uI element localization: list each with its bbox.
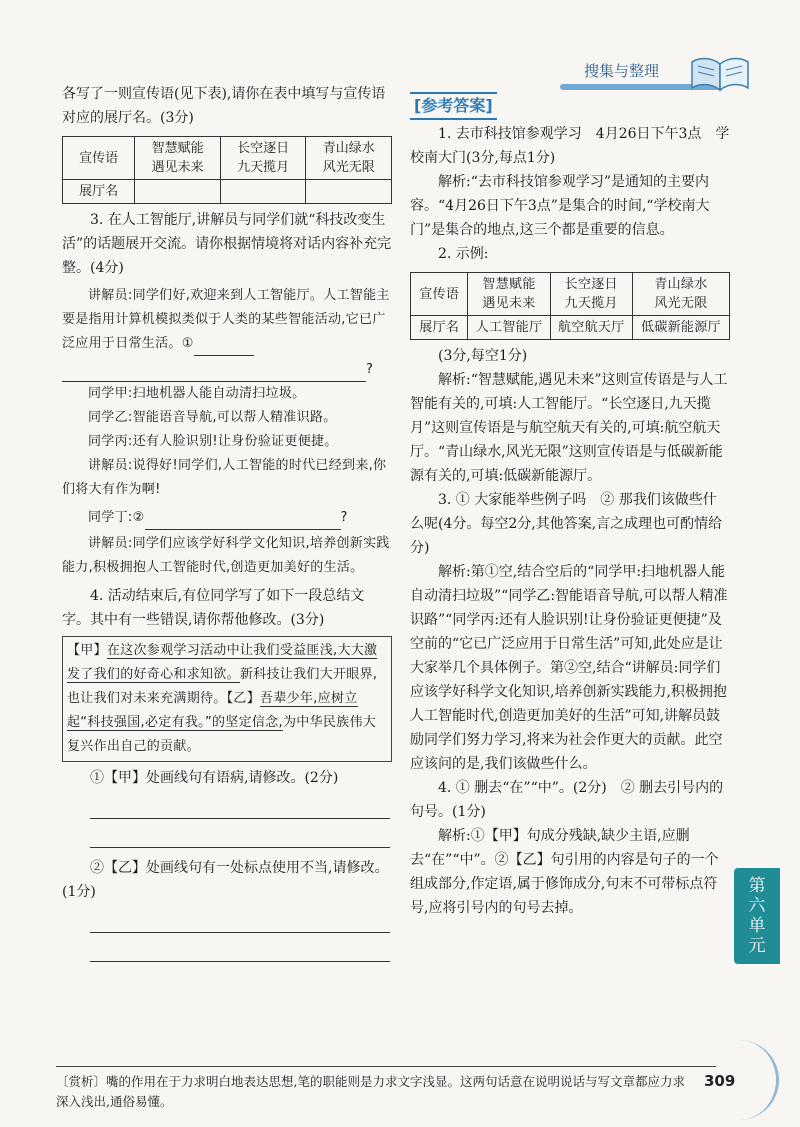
table-row-label: 展厅名: [411, 316, 468, 340]
underlined-sentence-yi: 吾辈少年,应树立起“科技强国,必定有我。”的坚定信念,: [67, 691, 358, 730]
q4-prompt: 4. 活动结束后,有位同学写了如下一段总结文字。其中有一些错误,请你帮他修改。(3分): [62, 588, 365, 628]
mark-yi: 【乙】: [226, 691, 261, 706]
answers-title: [参考答案]: [410, 92, 497, 120]
dialog-guide-2: 讲解员:说得好!同学们,人工智能的时代已经到来,你们将大有作为啊!: [62, 458, 387, 497]
answer-3-explanation: 解析:第①空,结合空后的“同学甲:扫地机器人能自动清扫垃圾”“同学乙:智能语音导航,可以帮人精准识路”“同学丙:还有人脸识别!让身份验证更便捷”及空前的“它已广泛应用于日常生活”可知,此处应是让大家举几个具体例子。第②空,结合“讲解员:同学们应该学好科学文化知识,培养创新实践能力,积极拥抱人工智能时代,创造更加美好的生活”可知,讲解员鼓励同学们努力学习,将来为社会作更大的贡献。此空应该问的是,我们该做些什么。: [410, 564, 728, 772]
slogan-table: [62, 136, 392, 204]
slogan-cell: 青山绿水 风光无限: [632, 273, 729, 316]
summary-passage: 【甲】在这次参观学习活动中让我们受益匪浅,大大激发了我们的好奇心和求知欲。新科技让我们大开眼界,也让我们对未来充满期待。【乙】吾辈少年,应树立起“科技强国,必定有我。”的坚定信念,为中华民族伟大复兴作出自己的贡献。: [62, 636, 392, 762]
footer-label: 〔赏析〕: [56, 1074, 107, 1089]
underlined-sentence-jia: 在这次参观学习活动中让我们受益匪浅,大大激发了我们的好奇心和求知欲。: [67, 643, 378, 682]
hall-cell: 低碳新能源厅: [632, 316, 729, 340]
dialog-student-d: 同学丁:② ?: [62, 506, 392, 530]
slogan-cell: 长空逐日 九天揽月: [220, 137, 306, 180]
answer-1: 1. 去市科技馆参观学习 4月26日下午3点 学校南大门(3分,每点1分): [410, 126, 730, 166]
answer-2: 2. 示例:: [438, 246, 489, 262]
page-number: 309: [704, 1072, 736, 1090]
open-book-icon: [688, 54, 752, 94]
q3-prompt: 3. 在人工智能厅,讲解员与同学们就“科技改变生活”的话题展开交流。请你根据情境将对话内容补充完整。(4分): [62, 212, 392, 276]
footer-note: [56, 1072, 696, 1112]
dialog-student-a: 同学甲:扫地机器人能自动清扫垃圾。: [88, 386, 306, 401]
answer-line[interactable]: [90, 933, 390, 962]
question-column: [62, 82, 392, 962]
slogan-cell: 智慧赋能 遇见未来: [468, 273, 550, 316]
dialog-guide-3: 讲解员:同学们应该学好科学文化知识,培养创新实践能力,积极拥抱人工智能时代,创造更加美好的生活。: [62, 536, 390, 575]
answer-2-explanation: 解析:“智慧赋能,遇见未来”这则宣传语是与人工智能有关的,可填:人工智能厅。“长空逐日,九天揽月”这则宣传语是与航空航天有关的,可填:航空航天厅。“青山绿水,风光无限”这则宣传语是与低碳新能源有关的,可填:低碳新能源厅。: [410, 372, 728, 484]
answer-cell[interactable]: [220, 180, 306, 204]
hall-cell: 航空航天厅: [550, 316, 632, 340]
dialog-student-b: 同学乙:智能语音导航,可以帮人精准识路。: [88, 410, 337, 425]
sub-question-2: ②【乙】处画线句有一处标点使用不当,请修改。(1分): [62, 860, 389, 900]
blank-1-line[interactable]: ?: [62, 358, 392, 382]
dialog-guide-1: 讲解员:同学们好,欢迎来到人工智能厅。人工智能主要是指用计算机模拟类似于人类的某些智能活动,它已广泛应用于日常生活。①: [62, 284, 392, 356]
slogan-cell: 长空逐日 九天揽月: [550, 273, 632, 316]
answer-line[interactable]: [90, 819, 390, 848]
footer-divider: [56, 1066, 716, 1067]
blank-2[interactable]: [145, 511, 341, 530]
slogan-cell: 智慧赋能 遇见未来: [135, 137, 221, 180]
answer-cell[interactable]: [306, 180, 392, 204]
answer-table: [410, 272, 730, 340]
table-row-label: 展厅名: [63, 180, 135, 204]
answer-line[interactable]: [90, 790, 390, 819]
dialog-student-c: 同学丙:还有人脸识别!让身份验证更便捷。: [88, 434, 338, 449]
answer-line[interactable]: [90, 904, 390, 933]
hall-cell: 人工智能厅: [468, 316, 550, 340]
answer-4: 4. ① 删去“在”“中”。(2分) ② 删去引号内的句号。(1分): [410, 780, 724, 820]
q2-intro: 各写了一则宣传语(见下表),请你在表中填写与宣传语对应的展厅名。(3分): [62, 86, 386, 126]
sub-question-1: ①【甲】处画线句有语病,请修改。(2分): [90, 770, 339, 786]
blank-1[interactable]: [194, 337, 254, 356]
section-title: 搜集与整理: [584, 62, 660, 80]
answer-4-explanation: 解析:①【甲】句成分残缺,缺少主语,应删去“在”“中”。②【乙】句引用的内容是句子的一个组成部分,作定语,属于修饰成分,句末不可带标点符号,应将引号内的句号去掉。: [410, 828, 719, 916]
table-row-label: 宣传语: [63, 137, 135, 180]
answer-column: [410, 92, 730, 920]
answer-1-explanation: 解析:“去市科技馆参观学习”是通知的主要内容。“4月26日下午3点”是集合的时间,“学校南大门”是集合的地点,这三个都是重要的信息。: [410, 174, 710, 238]
slogan-cell: 青山绿水 风光无限: [306, 137, 392, 180]
answer-2-score: (3分,每空1分): [438, 348, 528, 364]
mark-jia: 【甲】: [67, 643, 107, 658]
footer-text: 嘴的作用在于力求明白地表达思想,笔的职能则是力求文字浅显。这两句话意在说明说话与写文章都应力求深入浅出,通俗易懂。: [56, 1074, 685, 1109]
table-row-label: 宣传语: [411, 273, 468, 316]
answer-3: 3. ① 大家能举些例子吗 ② 那我们该做些什么呢(4分。每空2分,其他答案,言之成理也可酌情给分): [410, 492, 723, 556]
unit-tab[interactable]: 第 六 单 元: [734, 868, 780, 964]
answer-cell[interactable]: [135, 180, 221, 204]
